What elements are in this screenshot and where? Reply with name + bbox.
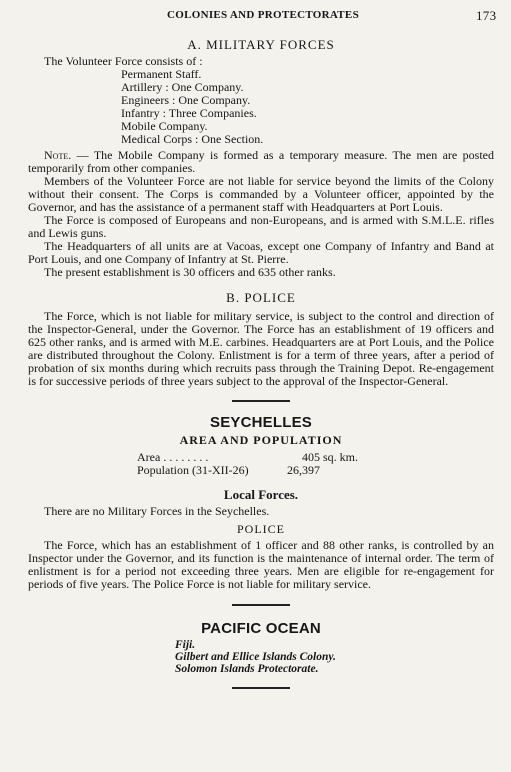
unit-item: Infantry : Three Companies.: [121, 106, 257, 120]
population-row: [28, 464, 494, 477]
police-paragraph: The Force, which is not liable for military service, is subject to the control and direction of the Inspector-General, under the Governor. The Force has an establishment of 19 officers and 625 other ranks, and is armed with M.E. carbines. Headquarters are at Port Louis, and the Police are distributed throughout the Colony. Enlistment is for a term of three years, after a period of probation of six months during which recruits pass through the Training Depot. Re-engagement is for successive periods of three years subject to the approval of the Inspector-General.: [28, 309, 494, 388]
pacific-territory-list: [175, 639, 494, 675]
unit-list: [121, 68, 494, 146]
unit-item: Mobile Company.: [121, 119, 208, 133]
page-body: [28, 38, 494, 689]
local-forces-heading: Local Forces.: [223, 487, 299, 502]
note-label: Note. —: [44, 148, 89, 162]
population-value: 26,397: [287, 463, 320, 477]
volunteer-service-paragraph: Members of the Volunteer Force are not liable for service beyond the limits of the Colony without their consent. The Corps is commanded by a Volunteer officer, appointed by the Governor, and has the assistance of a permanent staff with Headquarters at Port Louis.: [28, 174, 494, 214]
police-heading: B. POLICE: [226, 290, 296, 305]
area-population-heading: AREA AND POPULATION: [179, 433, 343, 447]
section-divider: [232, 400, 290, 402]
running-head: [0, 9, 511, 25]
military-forces-heading: A. MILITARY FORCES: [187, 37, 335, 52]
unit-item: Medical Corps : One Section.: [121, 132, 264, 146]
force-composition-paragraph: The Force is composed of Europeans and non-Europeans, and is armed with S.M.L.E. rifles and Lewis guns.: [28, 213, 494, 240]
establishment-paragraph: The present establishment is 30 officers and 635 other ranks.: [44, 265, 336, 279]
military-forces-section: [28, 38, 494, 279]
seychelles-section: [28, 416, 494, 591]
pacific-territory-item: Solomon Islands Protectorate.: [175, 663, 319, 675]
police-section: [28, 291, 494, 388]
no-military-forces: There are no Military Forces in the Seychelles.: [44, 504, 270, 518]
area-row: [28, 451, 494, 464]
unit-item: Engineers : One Company.: [121, 93, 251, 107]
page-number: 173: [476, 8, 497, 23]
seychelles-police-paragraph: The Force, which has an establishment of 1 officer and 88 other ranks, is controlled by an Inspector under the Governor, and its function is the maintenance of internal order. The term of enlistment is for a period not exceeding three years. Men are eligible for re-engagement for periods of five years. The Police Force is not liable for military service.: [28, 538, 494, 591]
section-divider: [232, 604, 290, 606]
note-text: The Mobile Company is formed as a temporary measure. The men are posted temporarily from other companies.: [28, 148, 494, 175]
mobile-company-note: [28, 149, 494, 175]
volunteer-intro: The Volunteer Force consists of :: [44, 54, 203, 68]
population-label: Population (31-XII-26): [137, 463, 249, 477]
seychelles-heading: SEYCHELLES: [209, 414, 313, 431]
seychelles-police-heading: POLICE: [237, 522, 285, 536]
unit-item: Permanent Staff.: [121, 67, 202, 81]
section-divider: [232, 687, 290, 689]
unit-item: Artillery : One Company.: [121, 80, 244, 94]
area-label: Area . . . . . . . .: [137, 450, 209, 464]
pacific-ocean-heading: PACIFIC OCEAN: [201, 620, 321, 637]
pacific-territory-item: Gilbert and Ellice Islands Colony.: [175, 651, 336, 663]
pacific-territory-item: Fiji.: [175, 639, 196, 651]
running-head-title: COLONIES AND PROTECTORATES: [167, 9, 359, 21]
headquarters-paragraph: The Headquarters of all units are at Vacoas, except one Company of Infantry and Band at Port Louis, and one Company of Infantry at St. Pierre.: [28, 239, 494, 266]
area-value: 405 sq. km.: [302, 450, 359, 464]
pacific-ocean-section: [28, 622, 494, 675]
